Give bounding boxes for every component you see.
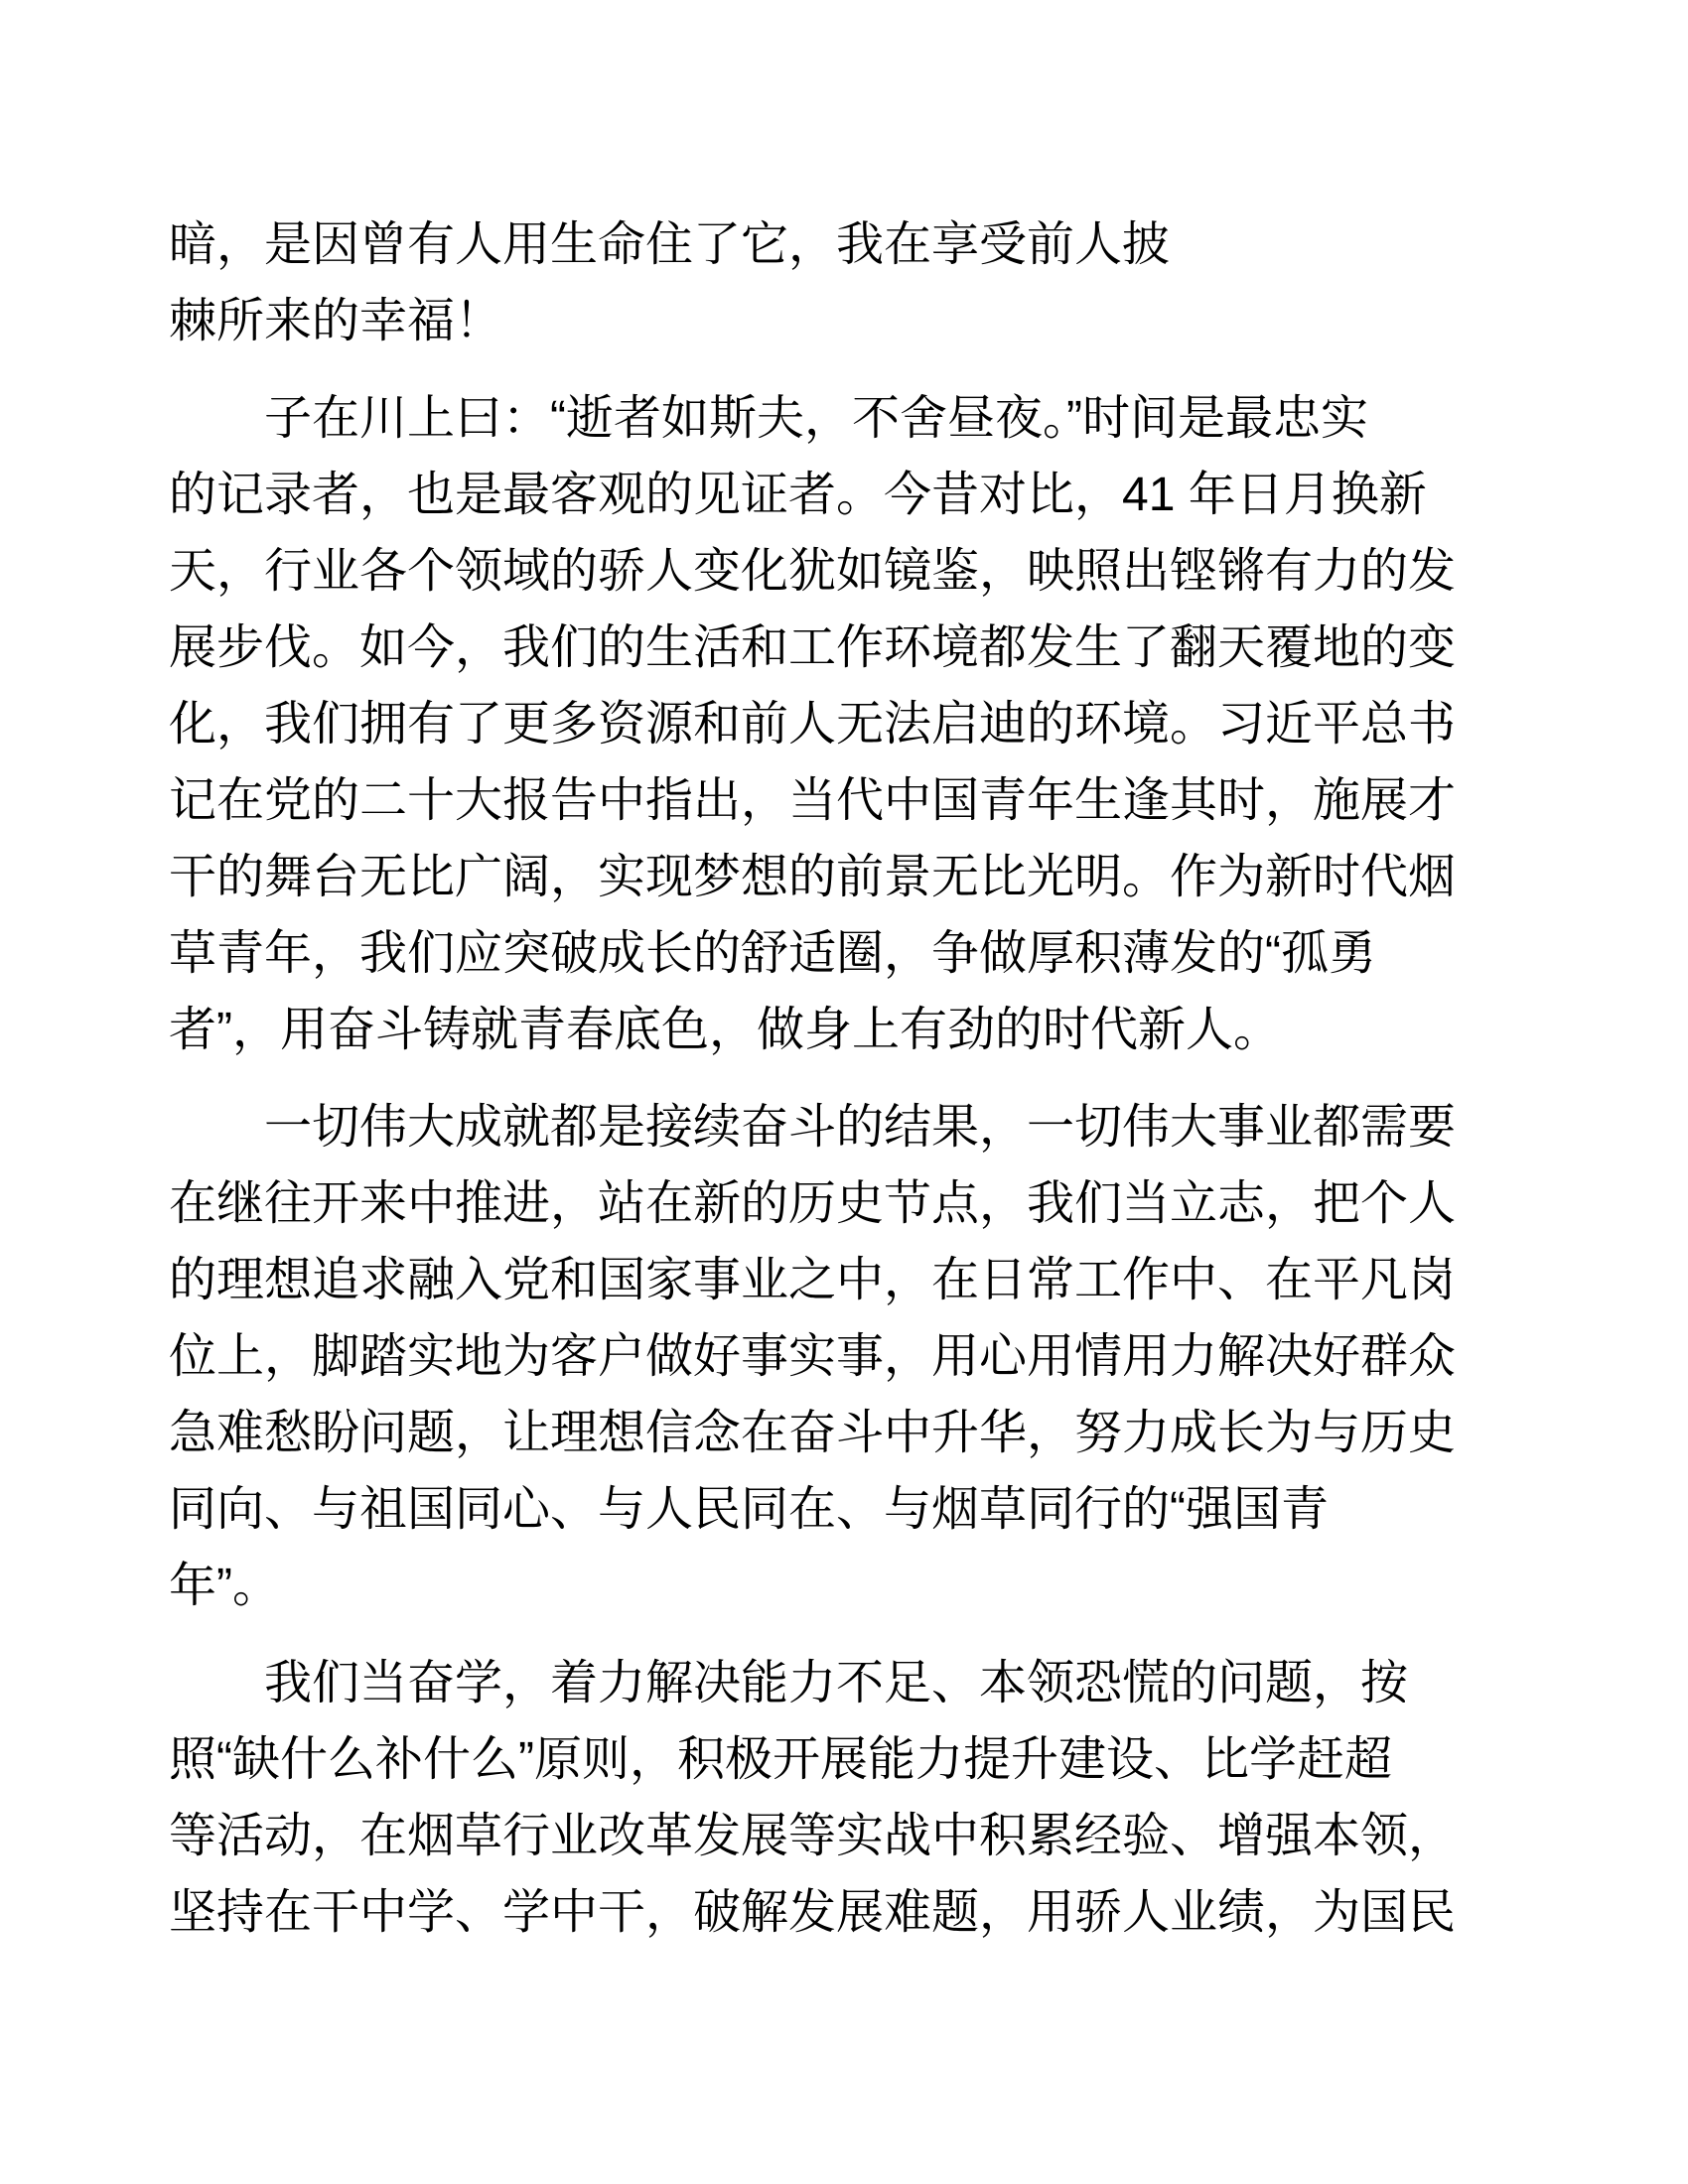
text-line: 棘所来的幸福！ xyxy=(169,295,503,347)
text-line: 同向、与祖国同心、与人民同在、与烟草同行的“强国青 xyxy=(169,1483,1329,1536)
text-line: 急难愁盼问题，让理想信念在奋斗中升华，努力成长为与历史 xyxy=(169,1407,1457,1459)
paragraph-2 xyxy=(169,380,1460,1068)
text-line: 者”，用奋斗铸就青春底色，做身上有劲的时代新人。 xyxy=(169,1004,1281,1056)
text-line: 等活动，在烟草行业改革发展等实战中积累经验、增强本领， xyxy=(169,1810,1457,1862)
text-line: 记在党的二十大报告中指出，当代中国青年生逢其时，施展才 xyxy=(169,774,1457,827)
text-line: 的理想追求融入党和国家事业之中，在日常工作中、在平凡岗 xyxy=(169,1254,1457,1306)
text-line: 干的舞台无比广阔，实现梦想的前景无比光明。作为新时代烟 xyxy=(169,851,1457,903)
text-line: 在继往开来中推进，站在新的历史节点，我们当立志，把个人 xyxy=(169,1177,1457,1230)
text-line: 年”。 xyxy=(169,1560,280,1612)
paragraph-4 xyxy=(169,1645,1460,1951)
text-line: 照“缺什么补什么”原则，积极开展能力提升建设、比学赶超 xyxy=(169,1733,1392,1786)
text-line: 一切伟大成就都是接续奋斗的结果，一切伟大事业都需要 xyxy=(264,1101,1457,1154)
paragraph-3 xyxy=(169,1089,1460,1624)
text-line: 草青年，我们应突破成长的舒适圈，争做厚积薄发的“孤勇 xyxy=(169,927,1376,980)
text-line: 坚持在干中学、学中干，破解发展难题，用骄人业绩，为国民 xyxy=(169,1886,1457,1939)
text-line: 的记录者，也是最客观的见证者。今昔对比，41 年日月换新 xyxy=(169,469,1427,521)
text-line: 位上，脚踏实地为客户做好事实事，用心用情用力解决好群众 xyxy=(169,1330,1457,1383)
text-line: 展步伐。如今，我们的生活和工作环境都发生了翻天覆地的变 xyxy=(169,621,1457,674)
paragraph-1 xyxy=(169,206,1460,359)
text-line: 我们当奋学，着力解决能力不足、本领恐慌的问题，按 xyxy=(264,1657,1409,1709)
text-line: 子在川上曰：“逝者如斯夫，不舍昼夜。”时间是最忠实 xyxy=(264,392,1368,445)
text-line: 天，行业各个领域的骄人变化犹如镜鉴，映照出铿锵有力的发 xyxy=(169,545,1457,598)
text-line: 化，我们拥有了更多资源和前人无法启迪的环境。习近平总书 xyxy=(169,698,1457,751)
text-line: 暗，是因曾有人用生命住了它，我在享受前人披 xyxy=(169,218,1171,271)
